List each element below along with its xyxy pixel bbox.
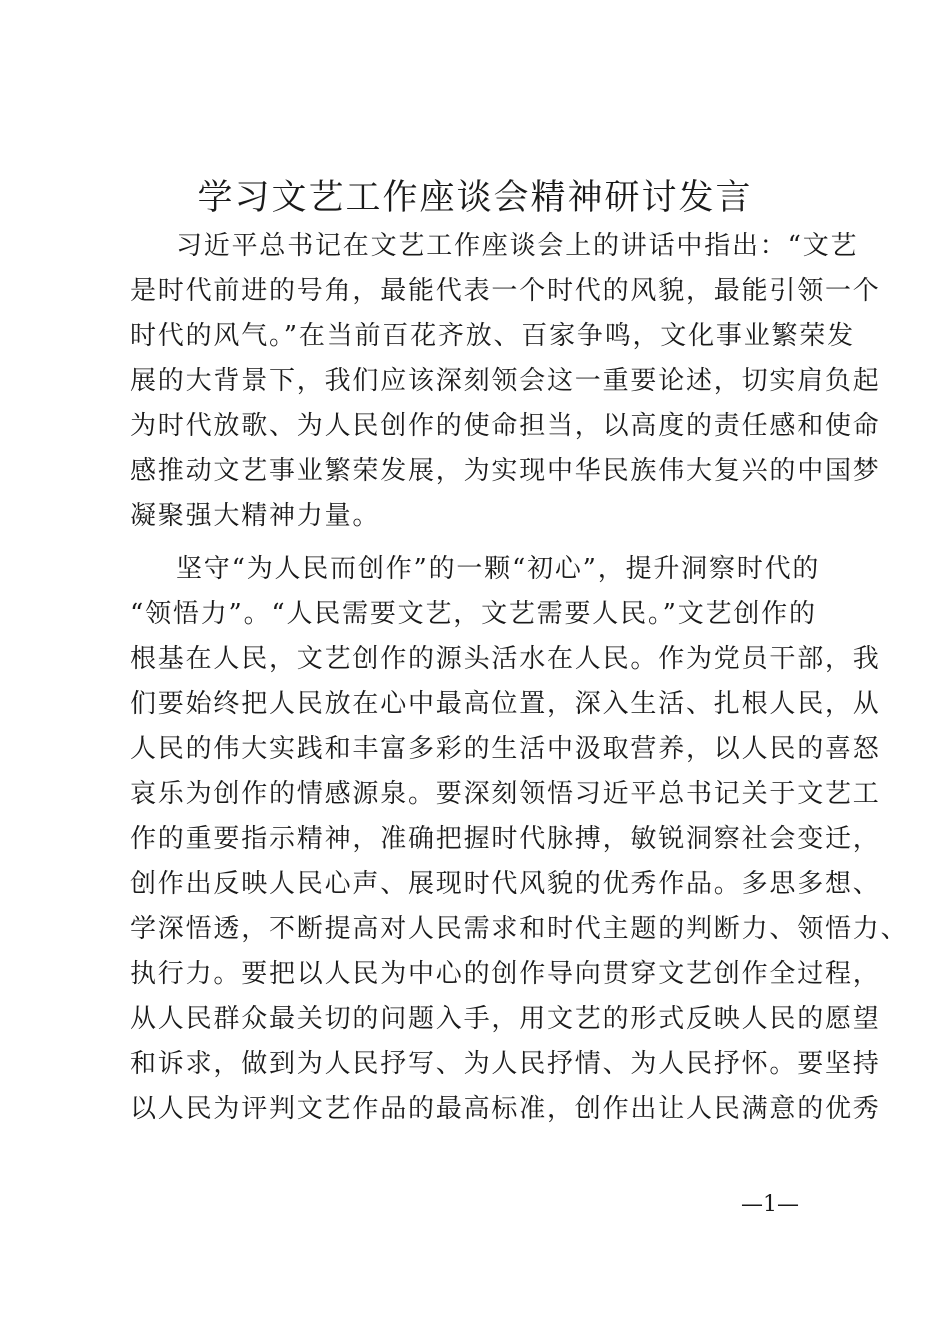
text-line: 以人民为评判文艺作品的最高标准，创作出让人民满意的优秀 [130,1094,881,1124]
text-line: 感推动文艺事业繁荣发展，为实现中华民族伟大复兴的中国梦 [130,456,881,486]
text-line: 和诉求，做到为人民抒写、为人民抒情、为人民抒怀。要坚持 [130,1049,881,1079]
text-line: 时代的风气。”在当前百花齐放、百家争鸣，文化事业繁荣发 [130,321,855,351]
text-line: 创作出反映人民心声、展现时代风貌的优秀作品。多思多想、 [130,869,881,899]
document-title: 学习文艺工作座谈会精神研讨发言 [197,178,753,218]
paragraph [130,547,909,1132]
text-line: 们要始终把人民放在心中最高位置，深入生活、扎根人民，从 [130,689,881,719]
text-line: 哀乐为创作的情感源泉。要深刻领悟习近平总书记关于文艺工 [130,779,881,809]
document-body [130,224,909,1132]
text-line: “领悟力”。“人民需要文艺，文艺需要人民。”文艺创作的 [130,599,817,629]
paragraph [130,224,881,539]
text-line: 执行力。要把以人民为中心的创作导向贯穿文艺创作全过程， [130,959,881,989]
page-number: —1— [741,1192,799,1217]
text-line: 为时代放歌、为人民创作的使命担当，以高度的责任感和使命 [130,411,881,441]
text-line: 根基在人民，文艺创作的源头活水在人民。作为党员干部，我 [130,644,881,674]
text-line: 作的重要指示精神，准确把握时代脉搏，敏锐洞察社会变迁， [130,824,881,854]
text-line: 人民的伟大实践和丰富多彩的生活中汲取营养，以人民的喜怒 [130,734,881,764]
text-line: 从人民群众最关切的问题入手，用文艺的形式反映人民的愿望 [130,1004,881,1034]
text-line: 习近平总书记在文艺工作座谈会上的讲话中指出：“文艺 [176,231,859,261]
text-line: 坚守“为人民而创作”的一颗“初心”，提升洞察时代的 [176,554,821,584]
text-line: 凝聚强大精神力量。 [130,501,381,531]
text-line: 展的大背景下，我们应该深刻领会这一重要论述，切实肩负起 [130,366,881,396]
paragraph-spacing [130,539,830,547]
text-line: 是时代前进的号角，最能代表一个时代的风貌，最能引领一个 [130,276,881,306]
text-line: 学深悟透，不断提高对人民需求和时代主题的判断力、领悟力、 [130,914,909,944]
